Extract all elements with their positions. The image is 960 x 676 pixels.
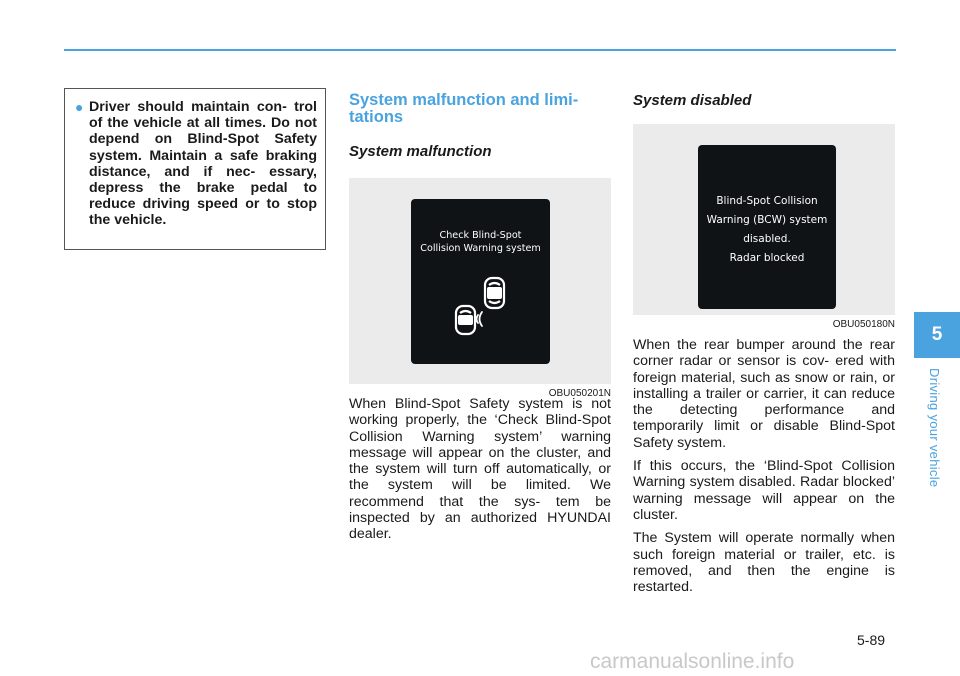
screen-line: Warning (BCW) system [706, 214, 828, 226]
figure-code: OBU050180N [832, 319, 895, 330]
right-column [633, 92, 895, 595]
figure-disabled [633, 124, 895, 330]
subtitle-malfunction: System malfunction [349, 143, 492, 160]
chapter-tab: 5 [914, 312, 960, 358]
screen-line: Radar blocked [729, 252, 805, 264]
screen-line: Blind-Spot Collision [716, 195, 818, 207]
screen-line: Collision Warning system [420, 243, 541, 254]
watermark: carmanualsonline.info [590, 650, 795, 673]
cluster-screen-malfunction [411, 199, 550, 364]
disabled-paragraph-3: The System will operate normally when such foreign material or trailer, etc. is removed, and then the engine is restarted. [633, 530, 895, 596]
warning-list [73, 99, 317, 229]
page-number: 5-89 [857, 632, 886, 648]
warning-text: Driver should maintain con- trol of the vehicle at all times. Do not depend on Blind-Spot Safety system. Maintain a safe braking distance, and if nec- essary, depress the brake pedal to reduce driving speed or to stop the vehicle. [89, 99, 317, 229]
cluster-screen-disabled [698, 145, 836, 309]
figure-malfunction [349, 178, 611, 399]
warning-box [64, 88, 326, 250]
screen-line: Check Blind-Spot [439, 230, 522, 241]
bullet-icon: ● [75, 99, 84, 115]
warning-item [73, 99, 317, 229]
figure-code: OBU050201N [548, 388, 611, 399]
disabled-paragraph-2: If this occurs, the ‘Blind-Spot Collision Warning system disabled. Radar blocked’ warning message will appear on the cluster. [633, 458, 895, 523]
middle-column [349, 92, 611, 543]
chapter-title: Driving your vehicle [927, 368, 942, 488]
malfunction-paragraph: When Blind-Spot Safety system is not working properly, the ‘Check Blind-Spot Collision Warning system’ warning message will appear on the cluster, and the system will turn off automatically, or the system will be limited. We recommend that the sys- tem be inspected by an authorized HYUNDAI dealer. [349, 396, 611, 543]
blind-spot-cars-icon [411, 199, 550, 364]
top-rule [64, 49, 896, 51]
screen-line: disabled. [743, 233, 791, 245]
subtitle-disabled: System disabled [633, 92, 752, 109]
disabled-paragraph-1: When the rear bumper around the rear corner radar or sensor is cov- ered with foreign material, such as snow or rain, or installing a trailer or carrier, it can reduce the detecting performance and temporarily limit or disable Blind-Spot Safety system. [633, 337, 895, 451]
section-title: System malfunction and limi- tations [349, 91, 579, 126]
